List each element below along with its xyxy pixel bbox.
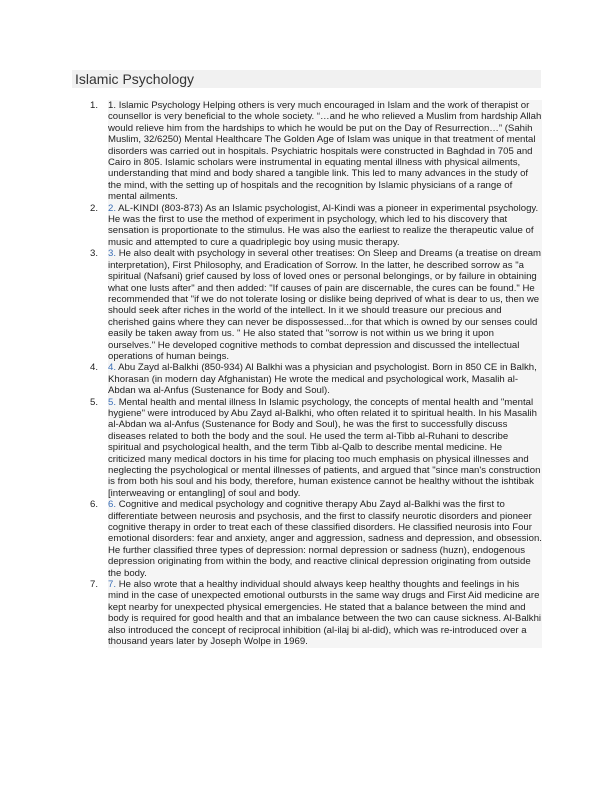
list-item — [80, 499, 542, 579]
list-item — [80, 362, 542, 396]
item-number-link[interactable]: 4. — [108, 362, 117, 374]
list-marker: 4. — [90, 362, 99, 374]
list-marker: 1. — [90, 100, 99, 111]
page-title: Islamic Psychology — [75, 71, 195, 87]
list-item-body — [108, 248, 542, 362]
item-text: Mental health and mental illness In Islamic psychology, the concepts of mental health and "mental hygiene" were introduced by Abu Zayd al-Balkhi, who often related it to spiritual health. In his Masalih al-Abdan wa al-Anfus (Sustenance for Body and Soul), he was the first to successfully discuss diseases related to both the body and the soul. He used the term al-Tibb al-Ruhani to describe spiritual and psychological health, and the term Tibb al-Qalb to describe mental medicine. He criticized many medical doctors in his time for placing too much emphasis on physical illnesses and neglecting the psychological or mental illnesses of patients, and argued that "since man's construction is from both his soul and his body, therefore, human existence cannot be healthy without the ishtibak [interweaving or entangling] of soul and body. — [108, 396, 541, 499]
list-item-body — [108, 362, 542, 396]
list-marker: 3. — [90, 248, 99, 260]
item-text: Abu Zayd al-Balkhi (850-934) Al Balkhi was a physician and psychologist. Born in 850 CE in Balkh, Khorasan (in modern day Afghanistan) He wrote the medical and psychological work, Masalih al-Abdan wa al-Anfus (Sustenance for Body and Soul). — [108, 362, 537, 397]
list-marker: 6. — [90, 499, 99, 511]
list-item-body — [108, 579, 542, 647]
item-text: He also dealt with psychology in several other treatises: On Sleep and Dreams (a treatise on dream interpretation), First Philosophy, and Eradication of Sorrow. In the latter, he described sorrow as "a spiritual (Nafsani) grief caused by loss of loved ones or personal belongings, or by failure in obtaining what one lusts after" and then added: "If causes of pain are discernable, the cures can be found." He recommended that "if we do not tolerate losing or dislike being deprived of what is dear to us, then we should seek after riches in the world of the intellect. In it we should treasure our precious and cherished gains where they can never be dispossessed...for that which is owned by our senses could easily be taken away from us. " He also stated that "sorrow is not within us we bring it upon ourselves." He developed cognitive methods to combat depression and discussed the intellectual operations of human beings. — [108, 248, 542, 362]
item-number-link[interactable]: 2. — [108, 202, 117, 214]
item-number-link[interactable]: 7. — [108, 579, 117, 591]
list-item-body — [108, 499, 542, 579]
item-number: 1. — [108, 100, 117, 111]
list-item-body — [108, 203, 542, 249]
list-item — [80, 579, 542, 647]
list-item — [80, 397, 542, 500]
numbered-list — [80, 100, 542, 648]
list-marker: 5. — [90, 396, 99, 408]
list-marker: 7. — [90, 579, 99, 591]
item-number-link[interactable]: 3. — [108, 248, 117, 260]
item-text: Islamic Psychology Helping others is very much encouraged in Islam and the work of therapist or counsellor is very beneficial to the whole society. “…and he who relieved a Muslim from hardship Allah would relieve him from the hardships to which he would be put on the Day of Resurrection…” (Sahih Muslim, 32/6250) Mental Healthcare The Golden Age of Islam was unique in that treatment of mental disorders was carried out in hospitals. Psychiatric hospitals were constructed in Baghdad in 705 and Cairo in 805. Islamic scholars were instrumental in equating mental illness with physical ailments, understanding that mind and body shared a tangible link. This led to many advances in the study of the mind, with the setting up of hospitals and the recognition by Islamic physicians of a range of mental ailments. — [108, 100, 542, 203]
item-number-link[interactable]: 5. — [108, 396, 117, 408]
list-item — [80, 203, 542, 249]
list-item-body — [108, 100, 542, 203]
item-text: AL-KINDI (803-873) As an Islamic psychologist, Al-Kindi was a pioneer in experimental psychology. He was the first to use the method of experiment in psychology, which led to his discovery that sensation is proportionate to the stimulus. He was also the earliest to realize the therapeutic value of music and attempted to cure a quadriplegic boy using music therapy. — [108, 202, 539, 248]
list-item — [80, 100, 542, 203]
list-item-body — [108, 397, 542, 500]
list-marker: 2. — [90, 202, 99, 214]
list-item — [80, 248, 542, 362]
item-text: Cognitive and medical psychology and cognitive therapy Abu Zayd al-Balkhi was the first to differentiate between neurosis and psychosis, and the first to classify neurotic disorders and pioneer cognitive therapy in order to treat each of these classified disorders. He classified neurosis into Four emotional disorders: fear and anxiety, anger and aggression, sadness and depression, and obsession. He further classified three types of depression: normal depression or sadness (huzn), endogenous depression originating from within the body, and reactive clinical depression originating from outside the body. — [108, 499, 542, 579]
item-text: He also wrote that a healthy individual should always keep healthy thoughts and feelings in his mind in the case of unexpected emotional outbursts in the same way drugs and First Aid medicine are kept nearby for unexpected physical emergencies. He stated that a balance between the mind and body is required for good health and that an imbalance between the two can cause sickness. Al-Balkhi also introduced the concept of reciprocal inhibition (al-ilaj bi al-did), which was re-introduced over a thousand years later by Joseph Wolpe in 1969. — [108, 579, 542, 648]
item-number-link[interactable]: 6. — [108, 499, 117, 511]
